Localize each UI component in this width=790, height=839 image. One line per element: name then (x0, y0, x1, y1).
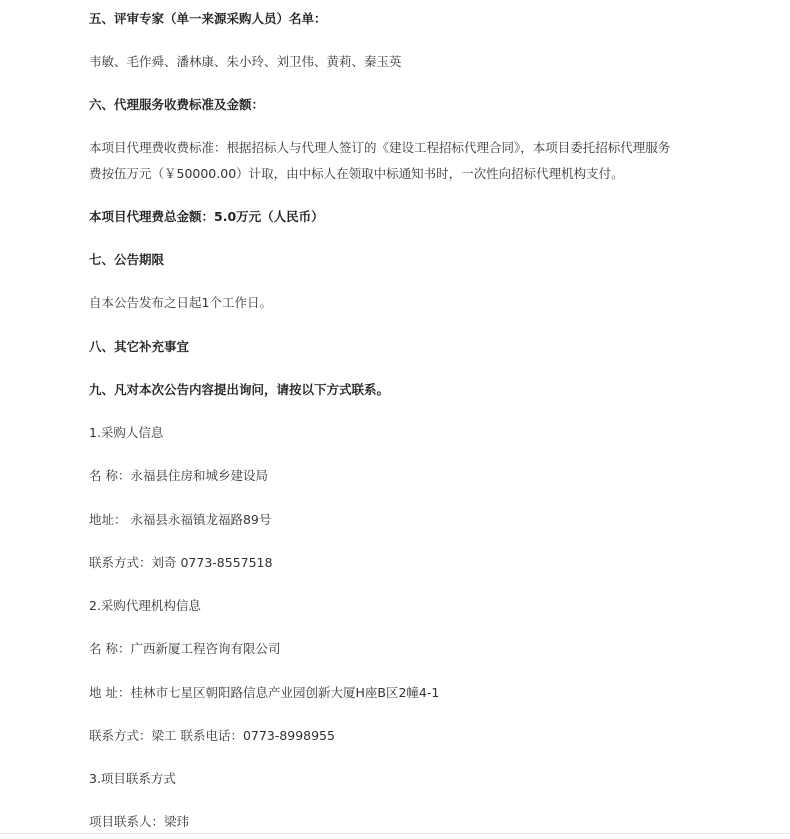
section5-heading: 五、评审专家（单一来源采购人员）名单： (89, 11, 327, 26)
fee-standard-line2: 费按伍万元（￥50000.00）计取，由中标人在领取中标通知书时，一次性向招标代理机构支付。 (89, 166, 624, 181)
purchaser-contact: 联系方式：刘奇 0773-8557518 (89, 555, 273, 570)
agency-name: 名 称：广西新厦工程咨询有限公司 (89, 641, 281, 656)
agency-address: 地 址：桂林市七星区朝阳路信息产业园创新大厦H座B区2幢4-1 (89, 685, 440, 700)
purchaser-name: 名 称：永福县住房和城乡建设局 (89, 468, 268, 483)
bottom-divider (0, 833, 790, 834)
purchaser-info-title: 1.采购人信息 (89, 425, 164, 440)
notice-period-text: 自本公告发布之日起1个工作日。 (89, 295, 272, 310)
agency-contact: 联系方式：梁工 联系电话：0773-8998955 (89, 728, 335, 743)
fee-total: 本项目代理费总金额：5.0万元（人民币） (89, 209, 324, 224)
expert-list: 韦敏、毛作舜、潘林康、朱小玲、刘卫伟、黄莉、秦玉英 (89, 54, 402, 69)
section6-heading: 六、代理服务收费标准及金额： (89, 97, 265, 112)
agency-info-title: 2.采购代理机构信息 (89, 598, 201, 613)
purchaser-address: 地址： 永福县永福镇龙福路89号 (89, 512, 272, 527)
section7-heading: 七、公告期限 (89, 252, 165, 267)
project-contact-person: 项目联系人：梁玮 (89, 814, 190, 829)
section9-heading: 九、凡对本次公告内容提出询问，请按以下方式联系。 (89, 382, 390, 397)
project-contact-title: 3.项目联系方式 (89, 771, 176, 786)
section8-heading: 八、其它补充事宜 (89, 339, 190, 354)
fee-standard-line1: 本项目代理费收费标准：根据招标人与代理人签订的《建设工程招标代理合同》，本项目委托招标代理服务 (89, 140, 671, 155)
